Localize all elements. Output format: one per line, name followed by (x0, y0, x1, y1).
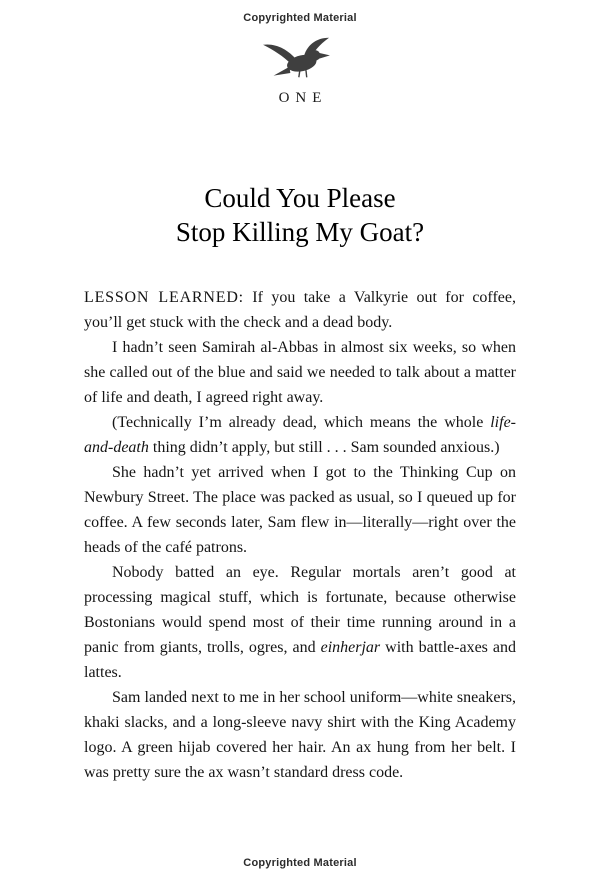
text-run: (Technically I’m already dead, which means the whole (112, 414, 491, 431)
text-run: LESSON LEARNED: (84, 289, 244, 306)
copyright-watermark-bottom: Copyrighted Material (243, 857, 357, 869)
paragraph (84, 410, 516, 460)
raven-icon (256, 30, 344, 86)
paragraph (84, 560, 516, 685)
text-run: I hadn’t seen Samirah al-Abbas in almost six weeks, so when she called out of the blue and said we needed to talk about a matter of life and death, I agreed right away. (84, 339, 516, 406)
body-text (84, 285, 516, 785)
paragraph (84, 335, 516, 410)
chapter-title (0, 181, 600, 249)
chapter-number: ONE (278, 90, 328, 106)
text-run: with battle-axes and lattes. (84, 639, 516, 681)
text-run: einherjar (320, 639, 381, 656)
chapter-title-line-1: Could You Please (204, 183, 396, 213)
text-run: thing didn’t apply, but still . . . Sam sounded anxious.) (148, 439, 500, 456)
paragraph (84, 460, 516, 560)
paragraph (84, 685, 516, 785)
text-run: Nobody batted an eye. Regular mortals aren’t good at processing magical stuff, which is fortunate, because otherwise Bostonians would spend most of their time running around in a panic from giants, trolls, ogres, and (84, 564, 516, 656)
text-run: If you take a Valkyrie out for coffee, you’ll get stuck with the check and a dead body. (84, 289, 517, 331)
text-run: She hadn’t yet arrived when I got to the Thinking Cup on Newbury Street. The place was packed as usual, so I queued up for coffee. A few seconds later, Sam flew in—literally—right over the heads of the café patrons. (84, 464, 516, 556)
chapter-title-line-2: Stop Killing My Goat? (175, 217, 425, 247)
text-run: life-and-death (84, 414, 516, 456)
paragraph (84, 285, 516, 335)
copyright-watermark-top: Copyrighted Material (243, 12, 357, 24)
text-run: Sam landed next to me in her school uniform—white sneakers, khaki slacks, and a long-sleeve navy shirt with the King Academy logo. A green hijab covered her hair. An ax hung from her belt. I was pretty sure the ax wasn’t standard dress code. (84, 689, 516, 781)
